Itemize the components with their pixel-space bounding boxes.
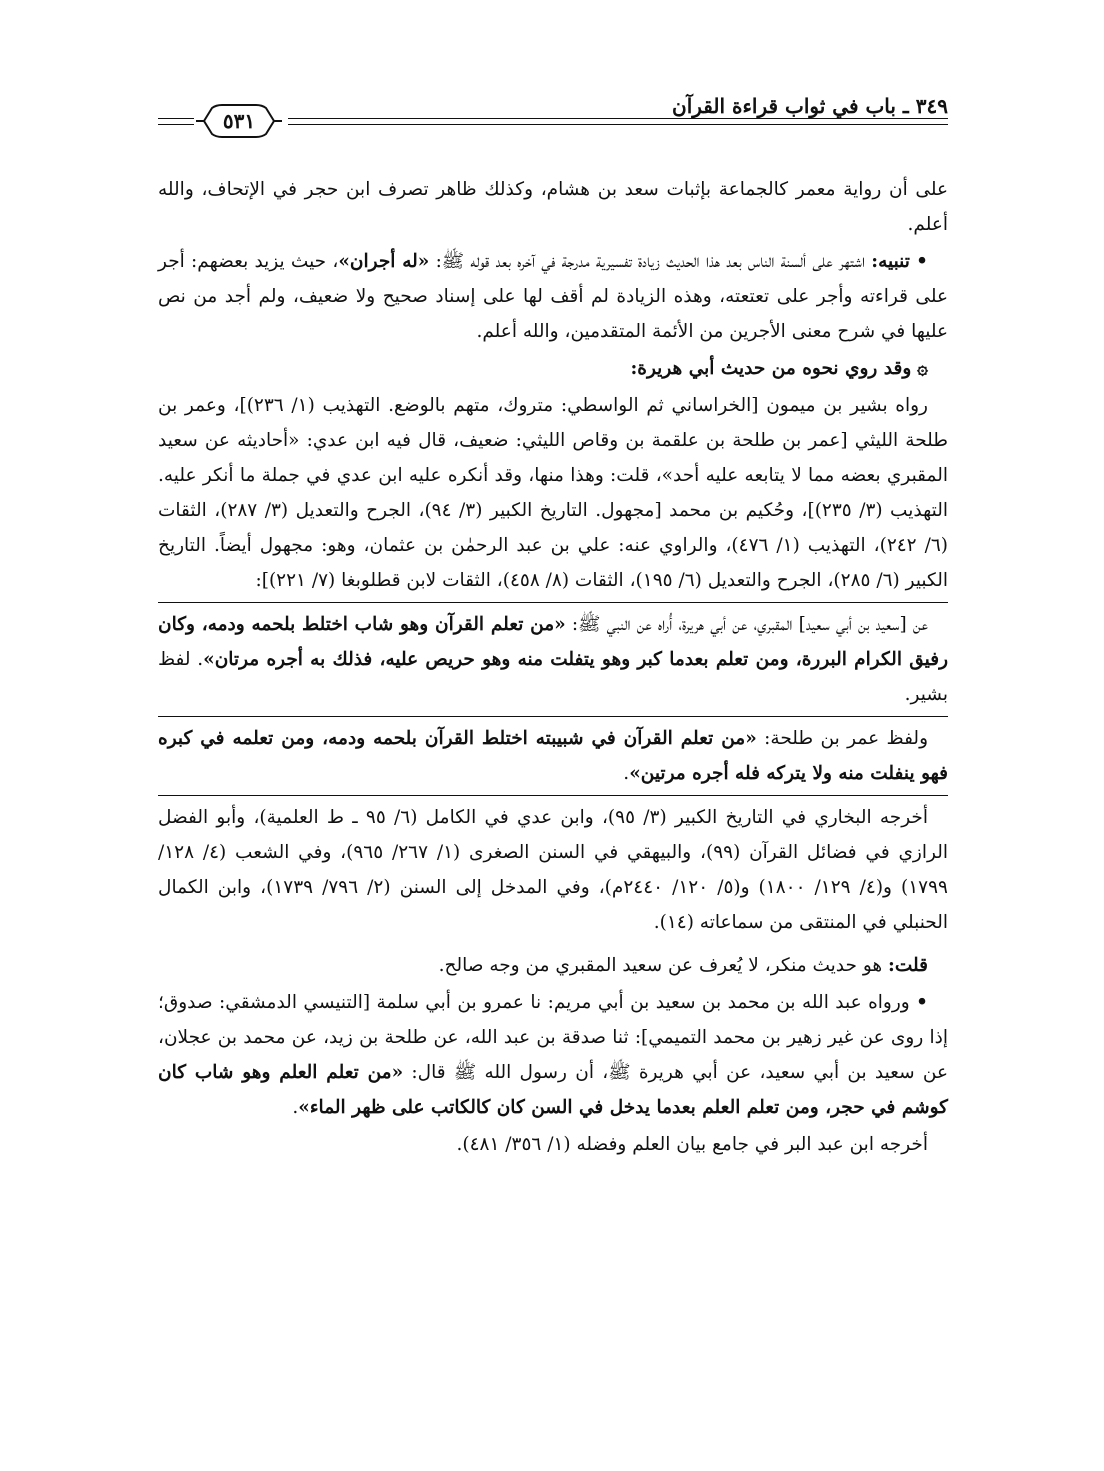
quote: «من تعلم القرآن في شبيبته اختلط القرآن بلحمه ودمه، ومن تعلمه في كبره فهو ينفلت منه ولا يتركه فله أجره مرتين»	[158, 728, 948, 784]
body-text	[158, 172, 948, 1164]
chapter-title: ٣٤٩ ـ باب في ثواب قراءة القرآن	[672, 94, 948, 118]
paragraph-text: . لفظ بشير.	[158, 649, 948, 705]
paragraph-text: هو حديث منكر، لا يُعرف عن سعيد المقبري من وجه صالح.	[438, 955, 889, 976]
separator	[158, 602, 948, 603]
paragraph	[158, 351, 948, 386]
paragraph: رواه بشير بن ميمون [الخراساني ثم الواسطي: متروك، متهم بالوضع. التهذيب (١/ ٢٣٦)]، وعمر بن طلحة الليثي [عمر بن طلحة بن علقمة بن وقاص الليثي: ضعيف، قال فيه ابن عدي: «أحاديثه عن سعيد المقبري بعضه مما لا يتابعه عليه أحد»، قلت: وهذا منها، وقد أنكره عليه ابن عدي في جملة ما أنكر عليه. التهذيب (٣/ ٢٣٥)]، وحُكيم بن محمد [مجهول. التاريخ الكبير (٣/ ٩٤)، الجرح والتعديل (٣/ ٢٨٧)، الثقات (٦/ ٢٤٢)، التهذيب (١/ ٤٧٦)، والراوي عنه: علي بن عبد الرحمٰن بن عثمان، وهو: مجهول أيضاً. التاريخ الكبير (٦/ ٢٨٥)، الجرح والتعديل (٦/ ١٩٥)، الثقات (٨/ ٤٥٨)، الثقات لابن قطلوبغا (٧/ ٢٢١)]:	[158, 395, 948, 591]
page-header	[158, 90, 948, 144]
quote: «له أجران»	[338, 251, 430, 272]
page	[158, 90, 948, 1390]
paragraph	[158, 244, 948, 349]
paragraph-text: .	[292, 1097, 299, 1118]
paragraph	[158, 948, 948, 983]
separator	[158, 716, 948, 717]
paragraph-text: .	[623, 763, 630, 784]
quote: «من تعلم القرآن وهو شاب اختلط بلحمه ودمه، وكان رفيق الكرام البررة، ومن تعلم بعدما كبر وهو يتفلت منه وهو حريص عليه، فذلك به أجره مرتان»	[158, 614, 948, 670]
note-label: قلت:	[888, 955, 928, 976]
paragraph-text: اشتهر على ألسنة الناس بعد هذا الحديث زيادة تفسيرية مدرجة في آخره بعد قوله ﷺ:	[429, 251, 872, 272]
paragraph-text: عن [سعيد بن أبي سعيد] المقبري، عن أبي هريرة، أُراه عن النبي ﷺ:	[565, 614, 928, 635]
quote: «من تعلم العلم وهو شاب كان كوشم في حجر، ومن تعلم العلم بعدما يدخل في السن كان كالكاتب على ظهر الماء»	[158, 1062, 948, 1118]
note-label: تنبيه:	[871, 251, 910, 272]
paragraph-text: ولفظ عمر بن طلحة:	[756, 728, 928, 749]
header-rule	[158, 124, 194, 125]
paragraph: على أن رواية معمر كالجماعة بإثبات سعد بن هشام، وكذلك ظاهر تصرف ابن حجر في الإتحاف، والله أعلم.	[158, 179, 948, 235]
page-number-badge	[194, 102, 284, 140]
paragraph	[158, 721, 948, 791]
section-heading: وقد روي نحوه من حديث أبي هريرة:	[630, 358, 912, 379]
paragraph-text: ، حيث يزيد بعضهم: أجر على قراءته وأجر على تعتعته، وهذه الزيادة لم أقف لها على إسناد صحيح ولا ضعيف، ولم أجد من نص عليها في شرح معنى الأجرين من الأئمة المتقدمين، والله أعلم.	[158, 251, 948, 342]
paragraph: أخرجه ابن عبد البر في جامع بيان العلم وفضله (١/ ٣٥٦/ ٤٨١).	[456, 1134, 928, 1155]
section-marker-icon: ۞	[917, 358, 928, 379]
header-rule	[158, 118, 194, 119]
paragraph: أخرجه البخاري في التاريخ الكبير (٣/ ٩٥)، وابن عدي في الكامل (٦/ ٩٥ ـ ط العلمية)، وأبو الفضل الرازي في فضائل القرآن (٩٩)، والبيهقي في السنن الصغرى (١/ ٢٦٧/ ٩٦٥)، وفي الشعب (٤/ ١٢٨/ ١٧٩٩) و(٤/ ١٢٩/ ١٨٠٠) و(٥/ ١٢٠/ ٢٤٤٠م)، وفي المدخل إلى السنن (٢/ ٧٩٦/ ١٧٣٩)، وابن الكمال الحنبلي في المنتقى من سماعاته (١٤).	[158, 807, 948, 933]
header-rule	[288, 124, 948, 125]
bullet: •	[916, 251, 928, 272]
paragraph	[158, 607, 948, 712]
bullet: •	[916, 992, 928, 1013]
paragraph-text: ورواه عبد الله بن محمد بن سعيد بن أبي مريم: نا عمرو بن أبي سلمة [التنيسي الدمشقي: صدوق؛ إذا روى عن غير زهير بن محمد التميمي]: ثنا صدقة بن عبد الله، عن طلحة بن زيد، عن محمد بن عجلان، عن سعيد بن أبي سعيد، عن أبي هريرة ﷺ، أن رسول الله ﷺ قال:	[158, 992, 948, 1083]
paragraph	[158, 985, 948, 1125]
page-number: ٥٣١	[222, 109, 256, 133]
header-rule	[288, 118, 948, 119]
separator	[158, 795, 948, 796]
